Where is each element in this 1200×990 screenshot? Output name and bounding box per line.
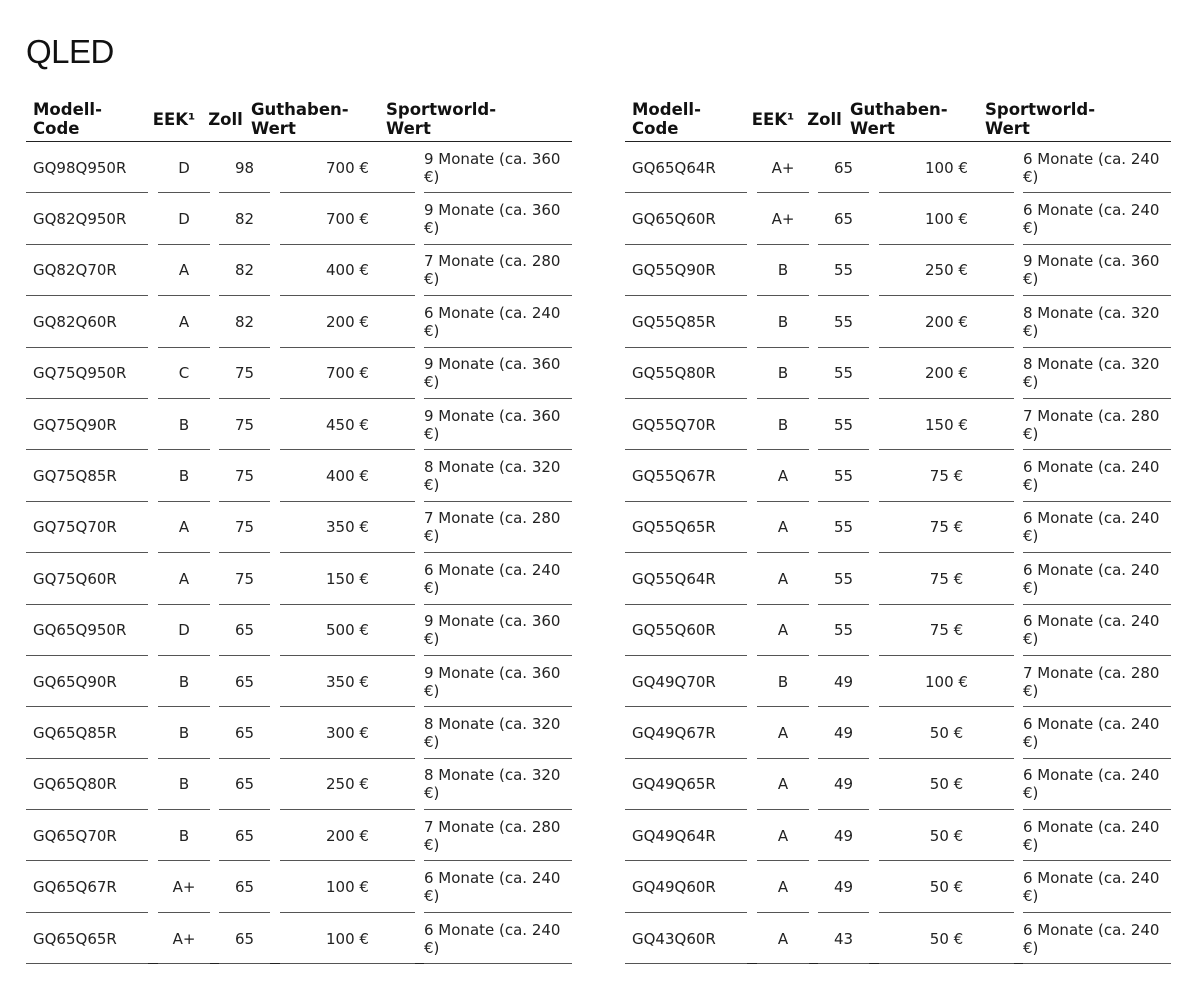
- cell-eek: C: [158, 348, 210, 399]
- cell-zoll: 55: [818, 605, 869, 656]
- cell-model-code: GQ75Q90R: [26, 399, 148, 450]
- cell-credit-value: 200 €: [879, 296, 1014, 347]
- cell-credit-value: 300 €: [280, 707, 415, 758]
- cell-model-code: GQ65Q60R: [625, 193, 747, 244]
- table-row: [26, 553, 572, 604]
- cell-eek: B: [757, 348, 809, 399]
- header-model-code: Modell-Code: [33, 100, 102, 138]
- table-row: [26, 913, 572, 964]
- cell-zoll: 49: [818, 810, 869, 861]
- cell-sportworld-value: 8 Monate (ca. 320 €): [1023, 348, 1171, 399]
- cell-zoll: 65: [219, 913, 270, 964]
- table-row: [26, 861, 572, 912]
- cell-eek: A: [158, 502, 210, 553]
- cell-sportworld-value: 9 Monate (ca. 360 €): [424, 142, 572, 193]
- cell-eek: B: [158, 810, 210, 861]
- cell-sportworld-value: 7 Monate (ca. 280 €): [1023, 656, 1171, 707]
- table-row: [26, 399, 572, 450]
- table-row: [26, 450, 572, 501]
- cell-model-code: GQ65Q67R: [26, 861, 148, 912]
- table-row: [26, 502, 572, 553]
- cell-sportworld-value: 6 Monate (ca. 240 €): [424, 553, 572, 604]
- cell-credit-value: 350 €: [280, 502, 415, 553]
- cell-eek: A+: [757, 142, 809, 193]
- cell-model-code: GQ65Q90R: [26, 656, 148, 707]
- cell-model-code: GQ98Q950R: [26, 142, 148, 193]
- cell-eek: B: [158, 450, 210, 501]
- cell-zoll: 75: [219, 450, 270, 501]
- cell-sportworld-value: 7 Monate (ca. 280 €): [1023, 399, 1171, 450]
- cell-sportworld-value: 9 Monate (ca. 360 €): [1023, 245, 1171, 296]
- cell-credit-value: 75 €: [879, 450, 1014, 501]
- header-sportworld-value: Sportworld-Wert: [386, 100, 497, 138]
- cell-zoll: 82: [219, 193, 270, 244]
- cell-eek: A: [158, 553, 210, 604]
- cell-sportworld-value: 7 Monate (ca. 280 €): [424, 810, 572, 861]
- table-row: [26, 605, 572, 656]
- cell-zoll: 49: [818, 759, 869, 810]
- cell-sportworld-value: 9 Monate (ca. 360 €): [424, 399, 572, 450]
- cell-credit-value: 250 €: [879, 245, 1014, 296]
- cell-zoll: 55: [818, 450, 869, 501]
- cell-eek: A: [757, 810, 809, 861]
- cell-sportworld-value: 9 Monate (ca. 360 €): [424, 656, 572, 707]
- cell-model-code: GQ65Q65R: [26, 913, 148, 964]
- cell-sportworld-value: 8 Monate (ca. 320 €): [424, 450, 572, 501]
- cell-model-code: GQ82Q70R: [26, 245, 148, 296]
- table-row: [26, 193, 572, 244]
- cell-model-code: GQ75Q70R: [26, 502, 148, 553]
- cell-zoll: 55: [818, 399, 869, 450]
- cell-model-code: GQ65Q85R: [26, 707, 148, 758]
- cell-credit-value: 400 €: [280, 245, 415, 296]
- cell-eek: A+: [757, 193, 809, 244]
- cell-credit-value: 50 €: [879, 707, 1014, 758]
- cell-eek: A: [757, 450, 809, 501]
- cell-zoll: 65: [219, 605, 270, 656]
- cell-eek: B: [158, 399, 210, 450]
- table-row: [26, 810, 572, 861]
- cell-eek: B: [757, 399, 809, 450]
- table-row: [625, 861, 1171, 912]
- cell-sportworld-value: 6 Monate (ca. 240 €): [1023, 707, 1171, 758]
- cell-zoll: 75: [219, 348, 270, 399]
- cell-eek: B: [158, 759, 210, 810]
- table-header: [26, 96, 572, 142]
- cell-model-code: GQ55Q85R: [625, 296, 747, 347]
- cell-eek: B: [158, 656, 210, 707]
- table-body: [625, 142, 1171, 964]
- cell-eek: D: [158, 605, 210, 656]
- cell-model-code: GQ49Q65R: [625, 759, 747, 810]
- cell-sportworld-value: 7 Monate (ca. 280 €): [424, 245, 572, 296]
- table-row: [625, 913, 1171, 964]
- table-row: [625, 450, 1171, 501]
- cell-credit-value: 350 €: [280, 656, 415, 707]
- cell-zoll: 82: [219, 245, 270, 296]
- cell-model-code: GQ55Q70R: [625, 399, 747, 450]
- cell-eek: A: [158, 245, 210, 296]
- cell-model-code: GQ55Q67R: [625, 450, 747, 501]
- cell-credit-value: 500 €: [280, 605, 415, 656]
- cell-sportworld-value: 6 Monate (ca. 240 €): [1023, 142, 1171, 193]
- cell-sportworld-value: 8 Monate (ca. 320 €): [424, 707, 572, 758]
- table-row: [26, 142, 572, 193]
- price-table-right: [625, 96, 1171, 964]
- cell-model-code: GQ65Q64R: [625, 142, 747, 193]
- table-row: [625, 245, 1171, 296]
- cell-sportworld-value: 6 Monate (ca. 240 €): [1023, 759, 1171, 810]
- cell-model-code: GQ49Q67R: [625, 707, 747, 758]
- cell-sportworld-value: 6 Monate (ca. 240 €): [424, 296, 572, 347]
- cell-credit-value: 75 €: [879, 502, 1014, 553]
- cell-credit-value: 100 €: [879, 142, 1014, 193]
- header-model-code: Modell-Code: [632, 100, 701, 138]
- cell-zoll: 65: [219, 861, 270, 912]
- cell-sportworld-value: 6 Monate (ca. 240 €): [1023, 553, 1171, 604]
- qled-logo: QLED: [26, 33, 114, 70]
- cell-credit-value: 50 €: [879, 861, 1014, 912]
- cell-credit-value: 75 €: [879, 553, 1014, 604]
- cell-credit-value: 450 €: [280, 399, 415, 450]
- cell-credit-value: 700 €: [280, 193, 415, 244]
- cell-sportworld-value: 6 Monate (ca. 240 €): [424, 913, 572, 964]
- cell-eek: A: [757, 759, 809, 810]
- table-row: [625, 707, 1171, 758]
- cell-zoll: 65: [219, 759, 270, 810]
- cell-eek: A+: [158, 913, 210, 964]
- cell-eek: B: [757, 656, 809, 707]
- table-row: [625, 142, 1171, 193]
- cell-zoll: 75: [219, 553, 270, 604]
- cell-credit-value: 50 €: [879, 913, 1014, 964]
- cell-credit-value: 400 €: [280, 450, 415, 501]
- cell-credit-value: 150 €: [280, 553, 415, 604]
- cell-credit-value: 100 €: [280, 861, 415, 912]
- cell-credit-value: 250 €: [280, 759, 415, 810]
- cell-credit-value: 200 €: [280, 810, 415, 861]
- cell-eek: A: [757, 605, 809, 656]
- table-row: [625, 656, 1171, 707]
- header-zoll: Zoll: [208, 109, 243, 129]
- cell-zoll: 49: [818, 861, 869, 912]
- cell-zoll: 65: [818, 193, 869, 244]
- cell-zoll: 55: [818, 553, 869, 604]
- cell-sportworld-value: 6 Monate (ca. 240 €): [1023, 502, 1171, 553]
- header-credit-value: Guthaben-Wert: [251, 100, 349, 138]
- cell-zoll: 82: [219, 296, 270, 347]
- cell-sportworld-value: 6 Monate (ca. 240 €): [1023, 605, 1171, 656]
- table-row: [26, 707, 572, 758]
- cell-credit-value: 700 €: [280, 348, 415, 399]
- cell-model-code: GQ55Q60R: [625, 605, 747, 656]
- cell-credit-value: 200 €: [879, 348, 1014, 399]
- cell-eek: A: [757, 707, 809, 758]
- cell-zoll: 98: [219, 142, 270, 193]
- cell-model-code: GQ55Q65R: [625, 502, 747, 553]
- cell-model-code: GQ55Q64R: [625, 553, 747, 604]
- cell-zoll: 65: [219, 810, 270, 861]
- cell-model-code: GQ55Q90R: [625, 245, 747, 296]
- table-body: [26, 142, 572, 964]
- cell-eek: B: [158, 707, 210, 758]
- cell-credit-value: 50 €: [879, 810, 1014, 861]
- cell-model-code: GQ55Q80R: [625, 348, 747, 399]
- cell-model-code: GQ75Q60R: [26, 553, 148, 604]
- cell-model-code: GQ82Q950R: [26, 193, 148, 244]
- cell-model-code: GQ65Q950R: [26, 605, 148, 656]
- cell-zoll: 49: [818, 656, 869, 707]
- table-row: [26, 348, 572, 399]
- table-row: [26, 656, 572, 707]
- cell-credit-value: 150 €: [879, 399, 1014, 450]
- cell-sportworld-value: 9 Monate (ca. 360 €): [424, 193, 572, 244]
- cell-zoll: 55: [818, 502, 869, 553]
- cell-credit-value: 100 €: [879, 656, 1014, 707]
- cell-credit-value: 700 €: [280, 142, 415, 193]
- cell-eek: A: [757, 861, 809, 912]
- cell-zoll: 55: [818, 348, 869, 399]
- cell-model-code: GQ75Q950R: [26, 348, 148, 399]
- cell-eek: A: [158, 296, 210, 347]
- table-header: [625, 96, 1171, 142]
- cell-eek: A: [757, 502, 809, 553]
- cell-sportworld-value: 9 Monate (ca. 360 €): [424, 348, 572, 399]
- cell-sportworld-value: 8 Monate (ca. 320 €): [1023, 296, 1171, 347]
- table-row: [625, 810, 1171, 861]
- cell-model-code: GQ49Q70R: [625, 656, 747, 707]
- table-row: [26, 245, 572, 296]
- cell-sportworld-value: 6 Monate (ca. 240 €): [1023, 193, 1171, 244]
- cell-credit-value: 50 €: [879, 759, 1014, 810]
- cell-credit-value: 200 €: [280, 296, 415, 347]
- cell-credit-value: 100 €: [879, 193, 1014, 244]
- cell-sportworld-value: 9 Monate (ca. 360 €): [424, 605, 572, 656]
- header-zoll: Zoll: [807, 109, 842, 129]
- cell-zoll: 65: [219, 656, 270, 707]
- table-row: [625, 502, 1171, 553]
- table-row: [625, 296, 1171, 347]
- cell-zoll: 55: [818, 245, 869, 296]
- cell-zoll: 43: [818, 913, 869, 964]
- cell-eek: B: [757, 245, 809, 296]
- cell-model-code: GQ65Q70R: [26, 810, 148, 861]
- table-row: [625, 399, 1171, 450]
- table-row: [625, 553, 1171, 604]
- table-row: [26, 759, 572, 810]
- cell-model-code: GQ82Q60R: [26, 296, 148, 347]
- header-eek: EEK¹: [152, 109, 196, 129]
- cell-model-code: GQ49Q60R: [625, 861, 747, 912]
- cell-zoll: 75: [219, 399, 270, 450]
- header-sportworld-value: Sportworld-Wert: [985, 100, 1096, 138]
- cell-sportworld-value: 8 Monate (ca. 320 €): [424, 759, 572, 810]
- table-row: [625, 348, 1171, 399]
- cell-model-code: GQ49Q64R: [625, 810, 747, 861]
- cell-sportworld-value: 6 Monate (ca. 240 €): [1023, 450, 1171, 501]
- cell-zoll: 55: [818, 296, 869, 347]
- cell-eek: A+: [158, 861, 210, 912]
- cell-zoll: 75: [219, 502, 270, 553]
- table-row: [625, 605, 1171, 656]
- cell-model-code: GQ75Q85R: [26, 450, 148, 501]
- cell-sportworld-value: 6 Monate (ca. 240 €): [1023, 810, 1171, 861]
- cell-credit-value: 100 €: [280, 913, 415, 964]
- cell-model-code: GQ65Q80R: [26, 759, 148, 810]
- table-row: [625, 193, 1171, 244]
- cell-sportworld-value: 6 Monate (ca. 240 €): [1023, 913, 1171, 964]
- header-eek: EEK¹: [751, 109, 795, 129]
- cell-eek: D: [158, 142, 210, 193]
- table-row: [625, 759, 1171, 810]
- cell-sportworld-value: 7 Monate (ca. 280 €): [424, 502, 572, 553]
- cell-eek: B: [757, 296, 809, 347]
- cell-eek: A: [757, 913, 809, 964]
- cell-sportworld-value: 6 Monate (ca. 240 €): [424, 861, 572, 912]
- cell-credit-value: 75 €: [879, 605, 1014, 656]
- cell-sportworld-value: 6 Monate (ca. 240 €): [1023, 861, 1171, 912]
- table-row: [26, 296, 572, 347]
- cell-zoll: 65: [219, 707, 270, 758]
- header-credit-value: Guthaben-Wert: [850, 100, 948, 138]
- price-table-left: [26, 96, 572, 964]
- cell-zoll: 65: [818, 142, 869, 193]
- cell-model-code: GQ43Q60R: [625, 913, 747, 964]
- cell-eek: D: [158, 193, 210, 244]
- cell-eek: A: [757, 553, 809, 604]
- cell-zoll: 49: [818, 707, 869, 758]
